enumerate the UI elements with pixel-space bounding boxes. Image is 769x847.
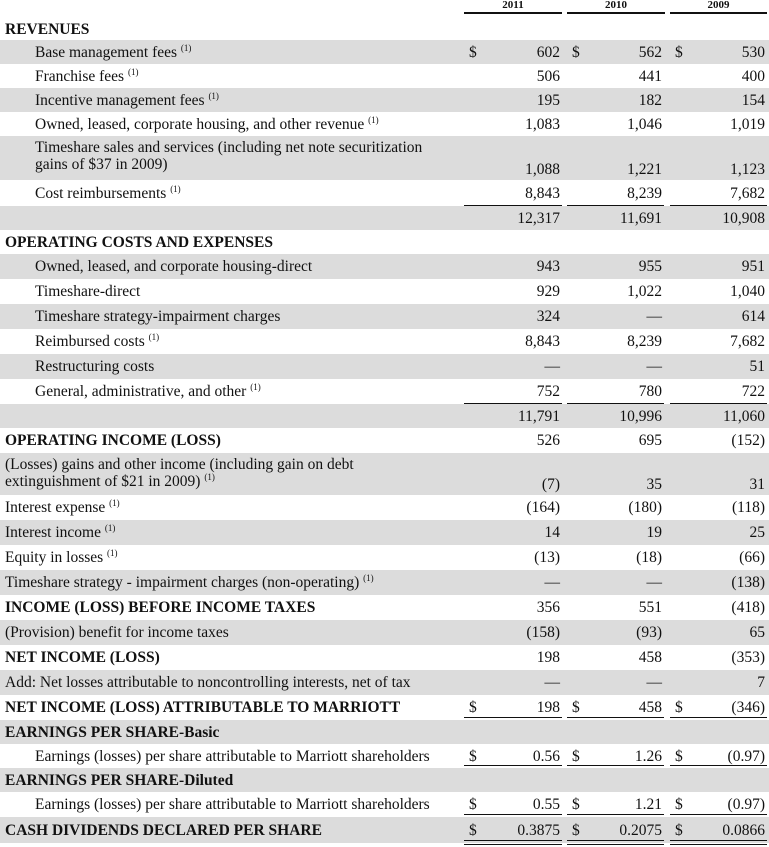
subtotal-row <box>0 206 769 230</box>
value-2010: 8,239 <box>627 333 662 350</box>
line-item-row <box>0 620 769 645</box>
line-item-row <box>0 136 769 180</box>
row-label <box>35 185 181 202</box>
dollar-sign: $ <box>675 822 683 839</box>
row-label <box>5 524 115 541</box>
dollar-sign: $ <box>675 44 683 61</box>
footnote-marker: (1) <box>363 573 374 583</box>
row-label-text: Timeshare sales and services (including net note securitization <box>35 139 423 156</box>
value-2011: 324 <box>536 308 560 325</box>
line-item-row <box>0 180 769 206</box>
value-2010: 8,239 <box>627 185 662 202</box>
value-2009: 1,040 <box>730 283 765 300</box>
row-label <box>35 283 140 300</box>
value-2009: 400 <box>741 68 765 85</box>
line-item-row <box>0 112 769 136</box>
row-label-text: (Provision) benefit for income taxes <box>5 624 229 641</box>
value-2010: — <box>646 358 662 375</box>
value-2010: 1.26 <box>634 748 662 765</box>
row-label <box>35 44 191 61</box>
value-2009: 65 <box>749 624 765 641</box>
footnote-marker: (1) <box>208 91 219 101</box>
value-2011: (164) <box>526 499 560 516</box>
subtotal-row <box>0 404 769 428</box>
row-label-text: NET INCOME (LOSS) ATTRIBUTABLE TO MARRIOTT <box>5 699 401 716</box>
row-label <box>35 258 312 275</box>
value-2010: 10,996 <box>619 408 662 425</box>
row-label-text: Add: Net losses attributable to noncontrolling interests, net of tax <box>5 674 411 691</box>
line-item-row <box>0 570 769 595</box>
line-item-row <box>0 279 769 304</box>
row-label <box>5 624 229 641</box>
value-2010: — <box>646 674 662 691</box>
value-2009: (0.97) <box>727 796 765 813</box>
value-2011: — <box>544 574 560 591</box>
value-2010: (93) <box>636 624 662 641</box>
row-label-text: Owned, leased, and corporate housing-direct <box>35 258 313 275</box>
footnote-marker: (1) <box>104 523 116 533</box>
section-header-row <box>0 18 769 40</box>
row-label-text: REVENUES <box>5 21 90 38</box>
row-label-continuation: gains of $37 in 2009) <box>35 156 168 173</box>
line-item-row <box>0 817 769 843</box>
value-2010: 19 <box>646 524 662 541</box>
row-label-text: Cost reimbursements <box>35 185 167 202</box>
row-label <box>35 139 422 173</box>
row-label-text: INCOME (LOSS) BEFORE INCOME TAXES <box>5 599 316 616</box>
row-label <box>35 333 159 350</box>
footnote-marker: (1) <box>127 67 139 77</box>
row-label-text: Interest income <box>5 524 101 541</box>
value-2010: 1.21 <box>634 796 662 813</box>
row-label-text: CASH DIVIDENDS DECLARED PER SHARE <box>5 822 322 839</box>
total-double-rule <box>670 840 767 845</box>
value-2010: — <box>646 308 662 325</box>
value-2010: 955 <box>638 258 662 275</box>
row-label-text: Timeshare strategy - impairment charges (non-operating) <box>5 574 360 591</box>
value-2011: — <box>544 358 560 375</box>
row-label <box>5 432 221 449</box>
value-2011: 195 <box>536 92 560 109</box>
dollar-sign: $ <box>675 748 683 765</box>
row-label <box>35 796 430 813</box>
row-label-text: Earnings (losses) per share attributable to Marriott shareholders <box>35 748 430 765</box>
value-2010: 551 <box>638 599 662 616</box>
value-2009: 51 <box>749 358 765 375</box>
value-2010: 35 <box>646 476 662 493</box>
dollar-sign: $ <box>572 44 580 61</box>
line-item-row <box>0 64 769 88</box>
dollar-sign: $ <box>469 748 477 765</box>
value-2009: 951 <box>741 258 765 275</box>
dollar-sign: $ <box>469 822 477 839</box>
column-header-2010: 2010 <box>567 0 665 14</box>
row-label <box>5 699 400 716</box>
value-2011: (13) <box>534 549 560 566</box>
value-2009: (353) <box>731 649 765 666</box>
row-label <box>5 649 160 666</box>
value-2011: 14 <box>544 524 560 541</box>
line-item-row <box>0 453 769 495</box>
row-label <box>35 308 280 325</box>
row-label-text: Base management fees <box>35 44 178 61</box>
dollar-sign: $ <box>469 44 477 61</box>
value-2009: 154 <box>741 92 765 109</box>
row-label <box>5 599 315 616</box>
dollar-sign: $ <box>572 699 580 716</box>
row-label-text: Equity in losses <box>5 549 104 566</box>
value-2009: 0.0866 <box>722 822 765 839</box>
value-2009: 722 <box>741 383 765 400</box>
row-label <box>5 574 374 591</box>
value-2010: 11,691 <box>619 210 662 227</box>
total-double-rule <box>567 840 664 845</box>
line-item-row <box>0 304 769 329</box>
value-2009: (418) <box>731 599 765 616</box>
line-item-row <box>0 495 769 520</box>
value-2009: 11,060 <box>722 408 765 425</box>
value-2011: 8,843 <box>525 333 560 350</box>
value-2011: 0.3875 <box>517 822 560 839</box>
value-2011: (158) <box>526 624 560 641</box>
row-label <box>35 748 430 765</box>
value-2009: (138) <box>731 574 765 591</box>
value-2010: 441 <box>638 68 662 85</box>
value-2011: — <box>544 674 560 691</box>
column-header-2009: 2009 <box>670 0 767 14</box>
row-label-text: Timeshare strategy-impairment charges <box>35 308 281 325</box>
line-item-row <box>0 254 769 279</box>
row-label-text: Franchise fees <box>35 68 125 85</box>
row-label-text: OPERATING INCOME (LOSS) <box>5 432 221 449</box>
line-item-row <box>0 329 769 354</box>
footnote-marker: (1) <box>368 115 379 125</box>
value-2010: 1,221 <box>627 161 662 178</box>
section-header-row <box>0 720 769 744</box>
value-2011: 1,083 <box>525 116 560 133</box>
value-2009: (66) <box>739 549 765 566</box>
line-item-row <box>0 354 769 379</box>
line-item-row <box>0 40 769 64</box>
value-2011: 526 <box>536 432 560 449</box>
row-label <box>5 499 120 516</box>
value-2010: — <box>646 574 662 591</box>
value-2011: 12,317 <box>517 210 560 227</box>
dollar-sign: $ <box>675 796 683 813</box>
footnote-marker: (1) <box>109 498 120 508</box>
value-2010: (18) <box>636 549 662 566</box>
row-label-text: Reimbursed costs <box>35 333 145 350</box>
line-item-row <box>0 695 769 720</box>
footnote-marker: (1) <box>170 184 181 194</box>
value-2009: 614 <box>741 308 765 325</box>
value-2011: 602 <box>536 44 560 61</box>
dollar-sign: $ <box>572 822 580 839</box>
value-2009: 1,019 <box>730 116 765 133</box>
value-2010: 182 <box>638 92 662 109</box>
dollar-sign: $ <box>469 699 477 716</box>
value-2009: (346) <box>731 699 765 716</box>
row-label <box>5 549 118 566</box>
row-label-text: OPERATING COSTS AND EXPENSES <box>5 234 274 251</box>
value-2009: 7,682 <box>730 333 765 350</box>
value-2011: 506 <box>536 68 560 85</box>
footnote-marker: (1) <box>204 472 215 482</box>
section-header-row <box>0 230 769 254</box>
row-label-text: Restructuring costs <box>35 358 155 375</box>
row-label <box>35 68 138 85</box>
value-2010: 695 <box>638 432 662 449</box>
value-2009: 31 <box>749 476 765 493</box>
row-label-text: Timeshare-direct <box>35 283 141 300</box>
section-title <box>5 772 233 789</box>
value-2011: 356 <box>536 599 560 616</box>
value-2011: 929 <box>536 283 560 300</box>
value-2009: 1,123 <box>730 161 765 178</box>
line-item-row <box>0 645 769 670</box>
value-2010: 0.2075 <box>619 822 662 839</box>
row-label-continuation: extinguishment of $21 in 2009) <box>5 473 201 490</box>
value-2011: 8,843 <box>525 185 560 202</box>
line-item-row <box>0 595 769 620</box>
column-header-2011: 2011 <box>464 0 562 14</box>
value-2011: 11,791 <box>517 408 560 425</box>
value-2011: 0.56 <box>532 748 560 765</box>
section-title <box>5 234 273 251</box>
value-2011: 198 <box>536 699 560 716</box>
footnote-marker: (1) <box>107 548 118 558</box>
value-2011: 1,088 <box>525 161 560 178</box>
value-2011: 0.55 <box>532 796 560 813</box>
section-title <box>5 21 89 38</box>
value-2010: 458 <box>638 649 662 666</box>
row-label <box>5 456 354 490</box>
row-label-text: General, administrative, and other <box>35 383 247 400</box>
footnote-marker: (1) <box>148 332 160 342</box>
row-label <box>5 674 411 691</box>
row-label <box>5 822 322 839</box>
value-2011: 198 <box>536 649 560 666</box>
value-2009: 7 <box>757 674 765 691</box>
dollar-sign: $ <box>572 748 580 765</box>
line-item-row <box>0 520 769 545</box>
value-2010: (180) <box>628 499 662 516</box>
row-label-text: Interest expense <box>5 499 106 516</box>
value-2010: 780 <box>638 383 662 400</box>
value-2010: 1,046 <box>627 116 662 133</box>
value-2011: (7) <box>541 476 560 493</box>
line-item-row <box>0 379 769 404</box>
value-2009: 10,908 <box>722 210 765 227</box>
row-label-text: NET INCOME (LOSS) <box>5 649 160 666</box>
value-2009: (152) <box>731 432 765 449</box>
value-2010: 458 <box>638 699 662 716</box>
row-label-text: Owned, leased, corporate housing, and other revenue <box>35 116 365 133</box>
value-2009: 530 <box>741 44 765 61</box>
section-header-row <box>0 768 769 792</box>
value-2010: 562 <box>638 44 662 61</box>
row-label-text: Incentive management fees <box>35 92 205 109</box>
value-2009: 25 <box>749 524 765 541</box>
line-item-row <box>0 744 769 768</box>
footnote-marker: (1) <box>180 43 192 53</box>
line-item-row <box>0 88 769 112</box>
total-double-rule <box>464 840 562 845</box>
row-label <box>35 358 154 375</box>
value-2010: 1,022 <box>627 283 662 300</box>
row-label <box>35 92 219 109</box>
value-2011: 943 <box>536 258 560 275</box>
dollar-sign: $ <box>469 796 477 813</box>
line-item-row <box>0 670 769 695</box>
value-2009: 7,682 <box>730 185 765 202</box>
value-2009: (118) <box>732 499 765 516</box>
row-label <box>35 383 261 400</box>
line-item-row <box>0 545 769 570</box>
value-2011: 752 <box>536 383 560 400</box>
row-label-text: (Losses) gains and other income (including gain on debt <box>5 456 354 473</box>
line-item-row <box>0 792 769 817</box>
row-label-text: EARNINGS PER SHARE-Diluted <box>5 772 234 789</box>
row-label-text: EARNINGS PER SHARE-Basic <box>5 724 220 741</box>
line-item-row <box>0 428 769 453</box>
row-label-text: Earnings (losses) per share attributable to Marriott shareholders <box>35 796 430 813</box>
dollar-sign: $ <box>675 699 683 716</box>
value-2009: (0.97) <box>727 748 765 765</box>
footnote-marker: (1) <box>250 382 261 392</box>
section-title <box>5 724 219 741</box>
dollar-sign: $ <box>572 796 580 813</box>
row-label <box>35 116 379 133</box>
